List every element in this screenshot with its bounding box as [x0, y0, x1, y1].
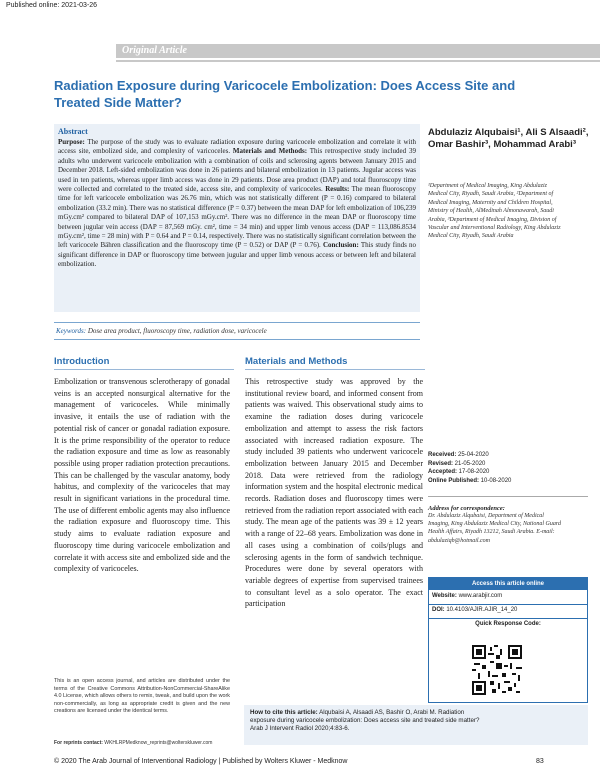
introduction-heading: Introduction	[54, 356, 110, 367]
abstract-heading: Abstract	[58, 127, 88, 136]
doi-label: DOI:	[432, 607, 445, 613]
abstract-text	[58, 138, 416, 270]
correspondence-rule	[428, 496, 588, 497]
website-label: Website:	[432, 593, 457, 599]
affiliations: ¹Department of Medical Imaging, King Abdulaziz Medical City, Riyadh, Saudi Arabia, ²Department of Medical Imaging, Maternity and Children Hospital, Ministry of Health, AlMedinah Almonawarah, Saudi Arabia, ³Department of Medical Imaging, Division of Vascular and Interventional Radiology, King Abdulaziz Medical City, Riyadh, Saudi Arabia	[428, 183, 561, 240]
website-link[interactable]: www.arabjir.com	[456, 593, 503, 599]
methods-body: This retrospective study was approved by the institutional review board, and informed consent from patients was waived. This observational study aims to examine the radiation doses during varicocele embolization and attempt to assess the risk factors associated with increased radiation exposure. The study included 39 patients who underwent varicocele embolization between January 2015 and December 2018. Data were retrieved from the radiology information system and the hospital electronic medical records. Radiation doses and fluoroscopy times were retrieved from the radiation report associated with each study. The mean age of the patients was 39 ± 12 years with a range of 22–68 years. Embolization was done in all cases using a combination of coils/plugs and sclerosing agents in the form of sandwich technique. Procedures were done by several operators with variable degrees of expertise from supervised trainees to consultant level as a solo operator. The exact participation	[245, 377, 423, 609]
introduction-rule	[54, 369, 234, 370]
online-label: Online Published:	[428, 477, 480, 484]
doi-row	[432, 607, 584, 613]
methods-heading: Materials and Methods	[245, 356, 348, 367]
methods-text: This retrospective study included 39 adults who underwent varicocele embolization with a combination of coils and sclerosing agents between January 2015 and December 2018. Left-sided embolization was done in 26 patients and bilateral embolization in 13 patients. Jugular access was used in ten patients, whereas upper limb access was done in 29 patients. Dose area product (DAP) and total fluoroscopy time were collected and correlated to the treated side, access site, and complexity of varicoceles.	[58, 147, 416, 194]
correspondence	[428, 505, 562, 545]
reprints-value: WKHLRPMedknow_reprints@wolterskluwer.com	[102, 740, 213, 746]
published-online-stamp: Published online: 2021-03-26	[6, 2, 98, 9]
online-date: 10-08-2020	[479, 477, 512, 484]
reprints-label: For reprints contact:	[54, 740, 103, 746]
keywords-divider-bottom	[54, 339, 420, 340]
received-date: 25-04-2020	[456, 452, 489, 458]
conclusion-text: This study finds no significant difference in DAP or fluoroscopy time between jugular and upper limb venous access or between left and bilateral embolization.	[58, 241, 416, 269]
correspondence-text: Dr. Abdulaziz Alqubaisi, Department of Medical Imaging, King Abdulaziz Medical City, National Guard Health Affairs, Riyadh 13212, Saudi Arabia. E-mail: abdulaziqb@hotmail.com	[428, 513, 562, 544]
section-tag	[116, 44, 600, 58]
citation-label: How to cite this article:	[250, 709, 318, 716]
revised-date: 21-05-2020	[453, 460, 486, 467]
keywords-label: Keywords:	[56, 327, 87, 335]
qr-label-text: Quick Response Code:	[475, 621, 541, 627]
keywords-divider-top	[54, 322, 420, 323]
accepted-date: 17-08-2020	[457, 469, 490, 476]
citation	[250, 709, 482, 733]
qr-label	[432, 621, 584, 627]
article-dates	[428, 451, 588, 485]
keywords-value: Dose area product, fluoroscopy time, radiation dose, varicocele	[86, 327, 267, 335]
correspondence-heading: Address for correspondence:	[428, 505, 505, 512]
website-row	[432, 593, 584, 599]
results-label: Results:	[325, 185, 350, 194]
article-title: Radiation Exposure during Varicocele Embolization: Does Access Site and Treated Side Matter?	[54, 78, 516, 110]
citation-text: Alqubaisi A, Alsaadi AS, Bashir O, Arabi M. Radiation exposure during varicocele embolization: Does access site and treated side matter? Arab J Intervent Radiol 2020;4:83-6.	[250, 709, 480, 732]
purpose-label: Purpose:	[58, 138, 85, 146]
purpose-text: The purpose of the study was to evaluate radiation exposure during varicocele embolization and correlate it with access site, embolized side, and complexity of varicoceles.	[58, 138, 416, 156]
access-divider-1	[429, 604, 587, 605]
keywords	[56, 327, 422, 335]
authors: Abdulaziz Alqubaisi¹, Ali S Alsaadi², Omar Bashir³, Mohammad Arabi³	[428, 127, 589, 150]
section-label: Original Article	[122, 45, 187, 56]
access-divider-2	[429, 618, 587, 619]
revised-label: Revised:	[428, 460, 454, 467]
doi-link[interactable]: 10.4103/AJIR.AJIR_14_20	[444, 607, 518, 613]
license-text: This is an open access journal, and articles are distributed under the terms of the Creative Commons Attribution-NonCommercial-ShareAlike 4.0 License, which allows others to remix, tweak, and build upon the work non-commercially, as long as appropriate credit is given and the new creations are licensed under the identical terms.	[54, 678, 230, 715]
reprints-note	[54, 740, 244, 746]
introduction-text: Embolization or transvenous sclerotherapy of gonadal veins is an accepted nonsurgical alternative for the management of varicoceles. While minimally invasive, it entails the use of radiation with the potential risk of cancer or gonadal radiation exposure. It is the prime responsibility of the operator to reduce the radiation exposure and time as low as reasonably possible using proper radiation protection precautions. This can be challenged by the vascular anatomy, body habitus, and complexity of the varicoceles that may result in significant variations in the procedural time. The use of different embolic agents may also influence the radiation exposure and fluoroscopy time. This study aims to evaluate radiation exposure and fluoroscopy time during varicocele embolization and correlate it with access site and embolized side and the complexity of varicoceles.	[54, 377, 230, 574]
page-footer: © 2020 The Arab Journal of Interventional Radiology | Published by Wolters Kluwer - Medknow	[54, 758, 348, 765]
conclusion-label: Conclusion:	[322, 241, 359, 250]
section-divider	[116, 60, 600, 62]
qr-code-icon[interactable]	[472, 645, 522, 695]
results-text: The mean fluoroscopy time for left varicocele embolization was 26.76 min, which was not statistically different (P = 0.16) compared to bilateral embolization (33.2 min). There was no statistical difference (P = 0.37) between the mean DAP for left embolization of 106,239 mGy.cm² compared to bilateral DAP of 107,153 mGy.cm². There was no difference in the mean DAP or fluoroscopy time between jugular vein access (DAP = 87,569 mGy. cm², time = 34 min) and upper limb venous access (DAP = 113,086.8534 mGy.cm², time = 28 min) with P = 0.64 and P = 0.14, respectively. There was no statistically significant correlation between the left varicocele Bähren classification and the fluoroscopy time (P = 0.52) or DAP (P = 0.76).	[58, 185, 416, 250]
page-number: 83	[536, 758, 544, 765]
methods-label: Materials and Methods:	[232, 147, 308, 156]
methods-rule	[245, 369, 425, 370]
received-label: Received:	[428, 452, 457, 458]
accepted-label: Accepted:	[428, 469, 458, 476]
access-heading: Access this article online	[429, 578, 587, 590]
